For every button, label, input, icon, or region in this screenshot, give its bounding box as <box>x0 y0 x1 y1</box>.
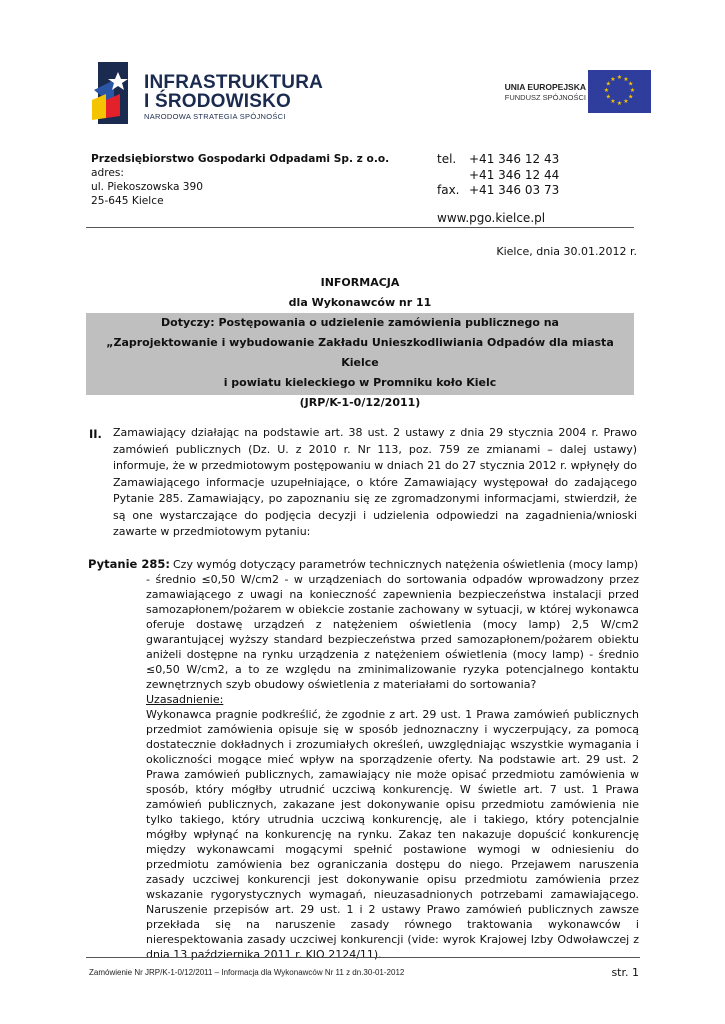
logo-title <box>144 73 323 111</box>
document-title: INFORMACJA <box>320 276 400 289</box>
tel-row <box>437 152 559 168</box>
document-date: Kielce, dnia 30.01.2012 r. <box>496 245 637 258</box>
svg-text:★: ★ <box>628 80 634 88</box>
tel-number-1: +41 346 12 43 <box>469 152 560 166</box>
infrastruktura-logo-icon <box>92 60 132 126</box>
company-address <box>91 152 389 208</box>
svg-text:★: ★ <box>629 87 636 94</box>
tel-number-2: +41 346 12 44 <box>469 167 560 182</box>
svg-text:★: ★ <box>605 80 611 88</box>
header-divider <box>86 227 634 228</box>
question-first-line: Czy wymóg dotyczący parametrów technicznych natężenia oświetlenia (mocy lamp) <box>173 558 639 571</box>
page-number: str. 1 <box>611 966 639 979</box>
svg-text:★: ★ <box>616 100 623 107</box>
infrastruktura-logo <box>92 60 342 126</box>
subject-line-4: (JRP/K-1-0/12/2011) <box>299 396 421 409</box>
footer-divider <box>86 957 640 958</box>
eu-logo <box>498 70 658 114</box>
logo-subtitle: NARODOWA STRATEGIA SPÓJNOŚCI <box>144 112 286 121</box>
subject-line-3: i powiatu kieleckiego w Promniku koło Kielc <box>223 376 497 389</box>
subject-box <box>86 313 634 409</box>
tel-label: tel. <box>437 152 457 166</box>
fax-label: fax. <box>437 183 460 197</box>
justification-label: Uzasadnienie: <box>146 693 224 706</box>
tel-row-2 <box>437 168 559 184</box>
subject-line-1: Dotyczy: Postępowania o udzielenie zamówienia publicznego na <box>161 316 559 329</box>
address-city: 25-645 Kielce <box>91 195 164 207</box>
justification-text: Wykonawca pragnie podkreślić, że zgodnie z art. 29 ust. 1 Prawa zamówień publicznych przedmiot zamówienia opisuje się w sposób jednoznaczny i wyczerpujący, za pomocą dostatecznie dokładnych i zrozumiałych określeń, uwzględniając wszystkie wymagania i okoliczności mogące mieć wpływ na sporządzenie oferty. Na podstawie art. 29 ust. 2 Prawa zamówień publicznych, zamawiający nie może opisać przedmiotu zamówienia w sposób, który mógłby utrudnić uczciwą konkurencję. W świetle art. 7 ust. 1 Prawa zamówień publicznych, zakazane jest dokonywanie opisu przedmiotu zamówienia nie tylko takiego, który utrudnia uczciwą konkurencję, ale i takiego, który potencjalnie mógłby wpłynąć na konkurencję na rynku. Zakaz ten nakazuje dopuścić konkurencję między wykonawcami mogącymi spełnić postawione wymogi w odniesieniu do przedmiotu zamówienia bez ograniczania dostępu do niego. Przejawem naruszenia zasady uczciwej konkurencji jest dokonywanie opisu przedmiotu zamówienia przez wskazanie rygorystycznych wymagań, nieuzasadnionych potrzebami zamawiającego. Naruszenie przepisów art. 29 ust. 1 i 2 ustawy Prawo zamówień publicznych zawsze przekłada się na naruszenie zasady równego traktowania wykonawców i nierespektowania zasady uczciwej konkurencji (vide: wyrok Krajowej Izby Odwoławczej z dnia 13 października 2011 r. KIO 2124/11). <box>146 708 639 961</box>
address-street: ul. Piekoszowska 390 <box>91 181 204 193</box>
fax-number: +41 346 03 73 <box>469 183 560 197</box>
footer-text: Zamówienie Nr JRP/K-1-0/12/2011 – Informacja dla Wykonawców Nr 11 z dn.30-01-2012 <box>89 968 405 977</box>
svg-text:★: ★ <box>616 74 623 81</box>
question-body: - średnio ≤0,50 W/cm2 - w urządzeniach do sortowania odpadów wprowadzony przez zamawiającego z uwagi na konieczność zapewnienia bezpieczeństwa instalacji przed samozapłonem/pożarem w obiekcie zostanie zachowany w sytuacji, w której wykonawca oferuje dostawę urządzeń z natężeniem oświetlenia (mocy lamp) 2,5 W/cm2 gwarantującej wyższy standard bezpieczeństwa przed samozapłonem/pożarem obiektu aniżeli dostępne na rynku urządzenia z natężeniem oświetlenia (mocy lamp) - średnio ≤0,50 W/cm2, a to ze względu na zminimalizowanie ryzyka potencjalnego kontaktu zewnętrznych szyb obudowy oświetlenia z materiałami do sortowania? <box>146 573 639 691</box>
section-number: II. <box>89 427 102 441</box>
fax-row <box>437 183 559 199</box>
svg-text:★: ★ <box>603 87 610 94</box>
svg-text:★: ★ <box>605 93 611 101</box>
eu-flag-icon <box>588 70 651 113</box>
logo-title-line1: INFRASTRUKTURA <box>144 72 324 93</box>
company-name: Przedsiębiorstwo Gospodarki Odpadami Sp. z o.o. <box>91 153 390 165</box>
svg-text:★: ★ <box>610 98 616 106</box>
eu-logo-line2: FUNDUSZ SPÓJNOŚCI <box>504 93 586 102</box>
address-label: adres: <box>91 167 124 179</box>
section-text: Zamawiający działając na podstawie art. 38 ust. 2 ustawy z dnia 29 stycznia 2004 r. Prawo zamówień publicznych (Dz. U. z 2010 r. Nr 113, poz. 759 ze zmianami – dalej ustawy) informuje, że w przedmiotowym postępowaniu w dniach 21 do 27 stycznia 2012 r. wpłynęły do Zamawiającego informacje uzupełniające, o które Zamawiający występował do zadającego Pytanie 285. Zamawiający, po zapoznaniu się ze zgromadzonymi informacjami, stwierdził, że są one wystarczające do podjęcia decyzji i udzielenia odpowiedzi na zagadnienia/wnioski zawarte w przedmiotowym pytaniu: <box>113 426 637 538</box>
svg-text:★: ★ <box>623 98 629 106</box>
contact-block <box>437 152 559 226</box>
eu-logo-line1: UNIA EUROPEJSKA <box>504 82 586 92</box>
svg-text:★: ★ <box>628 93 634 101</box>
svg-text:★: ★ <box>610 75 616 83</box>
question-label: Pytanie 285: <box>88 557 170 571</box>
subject-line-2: „Zaprojektowanie i wybudowanie Zakładu Unieszkodliwiania Odpadów dla miasta Kielce <box>106 336 614 369</box>
website-link[interactable]: www.pgo.kielce.pl <box>437 210 546 225</box>
document-subtitle: dla Wykonawców nr 11 <box>288 296 432 309</box>
svg-text:★: ★ <box>623 75 629 83</box>
logo-title-line2: I ŚRODOWISKO <box>144 91 292 112</box>
question-body-block <box>146 572 639 962</box>
